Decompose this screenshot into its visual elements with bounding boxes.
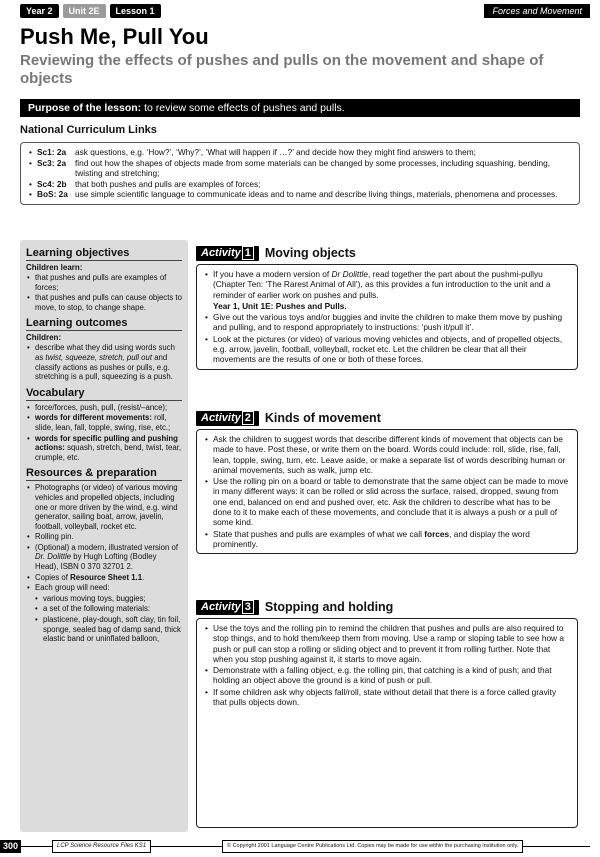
- curriculum-row: [29, 147, 571, 158]
- activity-badge: Activity 2: [196, 411, 259, 426]
- activity-3: [196, 598, 578, 828]
- list-item: • Ask the children to suggest words that describe different kinds of movement that objects can be made to have. Post these, or write them on the board. Words could include: roll, slide, rise, fall, lean, topple, swing, turn, etc. Leave aside, or make a separate list of words describing human or animal movements, such as walk, jump etc.: [204, 434, 570, 475]
- resources-list: [26, 483, 182, 644]
- curriculum-row: [29, 158, 571, 179]
- activity-box: [196, 618, 578, 828]
- list-item: • Demonstrate with a falling object, e.g. the rolling pin, that catching is a kind of push; and that holding an object above the ground is a kind of push or pull.: [204, 665, 570, 686]
- activity-header: [196, 598, 578, 616]
- unit-tag: Unit 2E: [63, 4, 106, 18]
- curriculum-box: [20, 142, 580, 205]
- activity-title: Moving objects: [264, 246, 356, 260]
- outcomes-list: [26, 343, 182, 381]
- topic-tag: Forces and Movement: [484, 4, 590, 18]
- footer-copyright: © Copyright 2001 Language Centre Publications Ltd. Copies may be made for use within the purchasing institution only.: [222, 840, 523, 853]
- page-title: Push Me, Pull You: [20, 24, 209, 49]
- list-item: Year 1, Unit 1E: Pushes and Pulls.: [213, 300, 347, 311]
- footer: [0, 840, 600, 854]
- vocabulary-list: [26, 403, 182, 463]
- list-item: • Each group will need:: [26, 583, 182, 593]
- curriculum-text: that both pushes and pulls are examples of forces;: [75, 178, 261, 189]
- vocabulary-heading: Vocabulary: [26, 386, 182, 401]
- list-item: • State that pushes and pulls are examples of what we call forces, and display the word prominently.: [204, 529, 570, 550]
- list-item: • Use the rolling pin on a board or table to demonstrate that the same object can be made to move in many different ways: it can be rolled or slid across the surface, raised, dropped, swung from one end, balanced on end and pushed over, etc. Ask the children to describe what has to be done to it to make each of these movements, and conclude that it is always a push or a pull of some kind.: [204, 476, 570, 527]
- curriculum-code: Sc4: 2b: [37, 178, 67, 189]
- activity-title: Kinds of movement: [264, 411, 381, 425]
- list-item: • various moving toys, buggies;: [26, 594, 182, 604]
- page-number: 300: [0, 840, 21, 853]
- curriculum-text: ask questions, e.g. ‘How?’, ‘Why?’, ‘What will happen if …?’ and decide how they might find answers to them;: [75, 147, 476, 157]
- objectives-list: [26, 273, 182, 312]
- purpose-label: Purpose of the lesson:: [28, 102, 142, 114]
- curriculum-code: BoS: 2a: [37, 189, 68, 200]
- bullet-icon: •: [29, 147, 32, 157]
- list-item: • Look at the pictures (or video) of various moving vehicles and objects, and of propelled objects, e.g. arrow, javelin, football, volleyball, rocket etc. Let the children be clear that all their movements are the results of one or both of these forces.: [204, 334, 570, 365]
- list-item: • If you have a modern version of Dr Dolittle, read together the part about the pushmi-pullyu (Chapter Ten: ‘The Rarest Animal of All’), as this provides a fun introduction to the unit and a reminder of earlier work on pushes and pulls.: [204, 269, 570, 300]
- bullet-icon: •: [29, 157, 32, 168]
- activity-title: Stopping and holding: [264, 600, 394, 614]
- objectives-heading: Learning objectives: [26, 246, 182, 261]
- activity-header: [196, 409, 578, 427]
- activity-badge: Activity 3: [196, 600, 259, 615]
- bullet-icon: •: [29, 178, 32, 189]
- sidebar: [20, 240, 188, 832]
- list-item: • Photographs (or video) of various moving vehicles and propelled objects, including one or more driven by the wind, e.g. wind generator, sailing boat, arrow, javelin, football, volleyball, rocket etc.: [26, 483, 182, 531]
- footer-source: LCP Science Resource Files KS1: [52, 840, 151, 853]
- list-item: • force/forces, push, pull, (resist/–ance);: [26, 403, 182, 413]
- resources-heading: Resources & preparation: [26, 466, 182, 481]
- list-item: • words for different movements: roll, slide, lean, fall, topple, swing, rise, etc.;: [26, 413, 182, 432]
- activity-box: [196, 429, 578, 554]
- list-item: • describe what they did using words such as twist, squeeze, stretch, pull out and classify actions as pushes or pulls, e.g. stretching is a pull, squeezing is a push.: [26, 343, 182, 381]
- activity-box: [196, 264, 578, 370]
- curriculum-code: Sc3: 2a: [37, 157, 67, 168]
- lesson-tag: Lesson 1: [110, 4, 161, 18]
- activity-2: [196, 409, 578, 554]
- list-item: • a set of the following materials:: [26, 604, 182, 614]
- curriculum-row: [29, 179, 571, 190]
- list-item: • Use the toys and the rolling pin to remind the children that pushes and pulls are also required to stop things, and to hold them/keep them from moving. Use a ramp or sloping table to see how a push or pull can stop a rolling or sliding object and to prevent it from rolling further. Note that when you stop pushing against it, it starts to move again.: [204, 623, 570, 664]
- curriculum-row: [29, 189, 571, 200]
- activity-badge: Activity 1: [196, 246, 259, 261]
- curriculum-code: Sc1: 2a: [37, 147, 67, 157]
- curriculum-text: find out how the shapes of objects made from some materials can be changed by some processes, including squashing, bending, twisting and stretching;: [75, 157, 551, 179]
- list-item: • If some children ask why objects fall/roll, state without detail that there is a force called gravity that pulls objects down.: [204, 687, 570, 708]
- outcomes-heading: Learning outcomes: [26, 316, 182, 331]
- list-item: • words for specific pulling and pushing actions: squash, stretch, bend, twist, tear, crumple, etc.: [26, 434, 182, 463]
- list-item: • Rolling pin.: [26, 532, 182, 542]
- list-item: • that pushes and pulls are examples of forces;: [26, 273, 182, 292]
- purpose-text: to review some effects of pushes and pulls.: [144, 102, 345, 114]
- year-tag: Year 2: [20, 4, 59, 18]
- page-subtitle: Reviewing the effects of pushes and pulls on the movement and shape of objects: [20, 52, 544, 87]
- list-item: • Copies of Resource Sheet 1.1.: [26, 573, 182, 583]
- activity-1: [196, 244, 578, 370]
- curriculum-heading: National Curriculum Links: [20, 124, 157, 136]
- list-item: • (Optional) a modern, illustrated version of Dr. Dolittle by Hugh Lofting (Bodley Head), ISBN 0 370 32701 2.: [26, 543, 182, 572]
- list-item: • that pushes and pulls can cause objects to move, to stop, to change shape.: [26, 293, 182, 312]
- outcomes-lead: Children:: [26, 333, 62, 343]
- activity-header: [196, 244, 578, 262]
- list-item: • plasticene, play-dough, soft clay, tin foil, sponge, sealed bag of damp sand, thick elastic band or uninflated balloon,: [26, 615, 182, 644]
- curriculum-text: use simple scientific language to communicate ideas and to name and describe living things, materials, phenomena and processes.: [75, 189, 558, 200]
- objectives-lead: Children learn:: [26, 263, 83, 272]
- bullet-icon: •: [29, 189, 32, 200]
- purpose-banner: [20, 99, 580, 117]
- list-item: • Give out the various toys and/or buggies and invite the children to make them move by pushing and pulling, and to respond appropriately to instructions: ‘push it/pull it’.: [204, 312, 570, 333]
- header-tags: [20, 4, 161, 18]
